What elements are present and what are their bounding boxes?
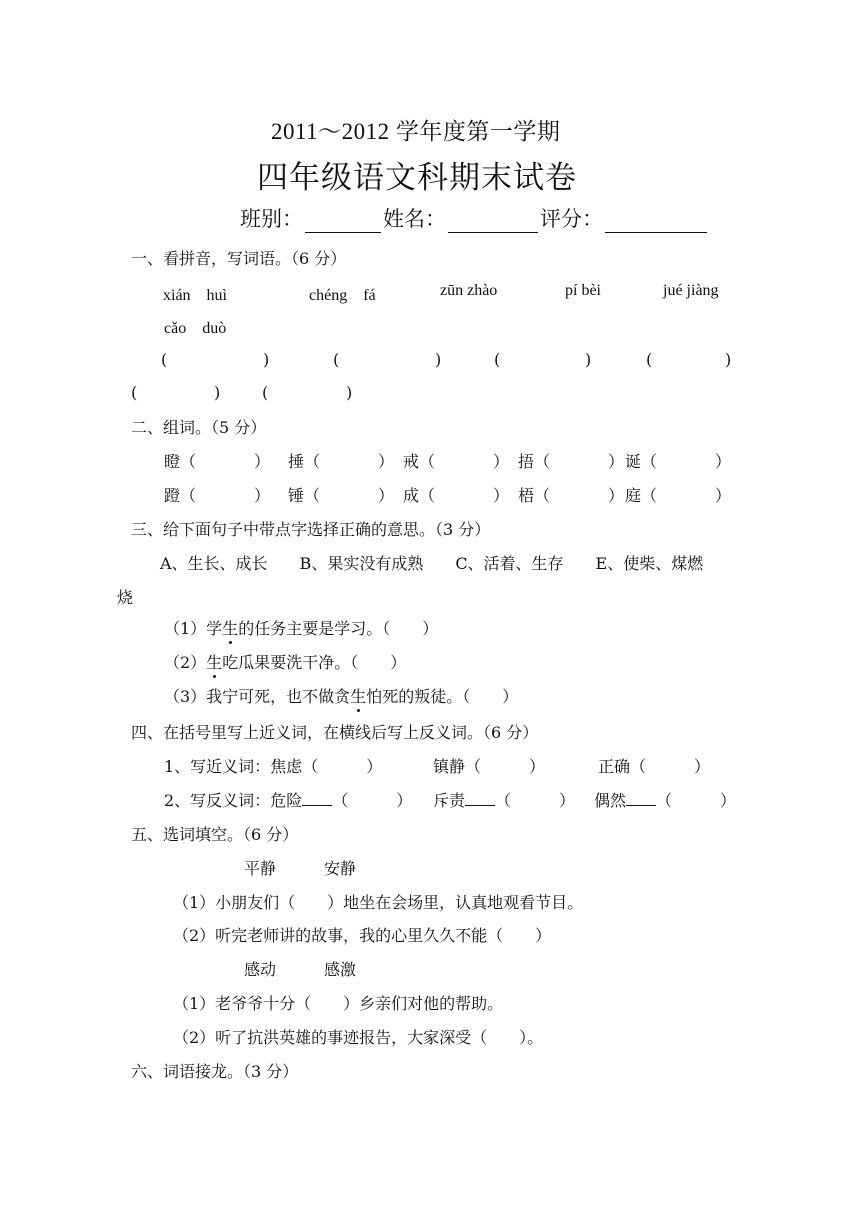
answer-paren-1-open: (: [161, 350, 168, 369]
class-label: 班别：: [240, 207, 303, 231]
section-1-heading: 一、看拼音，写词语。（6 分）: [131, 249, 347, 268]
s5-question-1: （1）小朋友们（ ）地坐在会场里，认真地观看节目。: [173, 893, 584, 912]
s5-question-2: （2）听完老师讲的故事，我的心里久久不能（ ）: [173, 926, 552, 945]
answer-paren-1-close: ): [263, 350, 270, 369]
pinyin-1: xián huì: [163, 287, 227, 304]
word-choices-2: 感动 感激: [244, 960, 357, 979]
answer-paren-5-open: (: [131, 383, 138, 402]
pinyin-2: chéng fá: [309, 287, 376, 304]
section-5-heading: 五、选词填空。（6 分）: [131, 825, 299, 844]
answer-paren-3-open: (: [494, 350, 501, 369]
antonym-3: 偶然 （ ）: [594, 791, 737, 810]
word-choices-1: 平静 安静: [244, 859, 357, 878]
pinyin-6: cǎo duò: [164, 320, 227, 337]
score-label: 评分：: [540, 207, 603, 231]
name-label: 姓名：: [383, 207, 446, 231]
word-row-2-4: 梧（: [518, 486, 551, 505]
word-row-1-5: 诞（: [625, 452, 658, 471]
synonym-row: 1、写近义词：焦虑（ ）: [164, 757, 383, 776]
word-row-2-1: 蹬（: [164, 486, 197, 505]
section-2-heading: 二、组词。（5 分）: [131, 418, 267, 437]
s3-question-2: （2）生吃瓜果要洗干净。（ ）: [164, 653, 407, 672]
pinyin-3: zūn zhào: [440, 282, 498, 299]
word-row-2-2: 锤（: [288, 486, 321, 505]
pinyin-5: jué jiàng: [663, 282, 719, 299]
answer-paren-4-close: ): [725, 350, 732, 369]
s3-question-3: （3）我宁可死，也不做贪生怕死的叛徒。（ ）: [164, 687, 519, 706]
name-blank[interactable]: [448, 212, 538, 233]
answer-paren-6-open: (: [262, 383, 269, 402]
pinyin-4: pí bèi: [565, 282, 601, 299]
answer-paren-3-close: ): [585, 350, 592, 369]
section-4-heading: 四、在括号里写上近义词，在横线后写上反义词。（6 分）: [131, 723, 539, 742]
answer-paren-4-open: (: [646, 350, 653, 369]
s5-question-3: （1）老爷爷十分（ ）乡亲们对他的帮助。: [173, 994, 504, 1013]
s3-question-1: （1）学生的任务主要是学习。（ ）: [164, 619, 439, 638]
word-row-1-3: 戒（: [403, 452, 436, 471]
section-6-heading: 六、词语接龙。（3 分）: [131, 1062, 299, 1081]
exam-title: 四年级语文科期末试卷: [257, 160, 577, 196]
antonym-row: 2、写反义词：危险 （ ）: [164, 791, 413, 810]
year-line: 2011～2012 学年度第一学期: [271, 119, 561, 144]
section-3-heading: 三、给下面句子中带点字选择正确的意思。（3 分）: [131, 520, 491, 539]
s5-question-4: （2）听了抗洪英雄的事迹报告，大家深受（ ）。: [173, 1028, 544, 1047]
synonym-2: 镇静（ ）: [433, 757, 546, 776]
score-blank[interactable]: [605, 212, 707, 233]
synonym-3: 正确（ ）: [598, 757, 711, 776]
options-wrap: 烧: [117, 588, 134, 607]
word-row-1-4: 捂（: [518, 452, 551, 471]
class-blank[interactable]: [305, 212, 381, 233]
answer-paren-2-open: (: [333, 350, 340, 369]
student-info-row: [240, 203, 709, 233]
word-row-2-3: 成（: [403, 486, 436, 505]
options-line: A、生长、成长 B、果实没有成熟 C、活着、生存 E、使柴、煤燃: [160, 554, 704, 573]
word-row-1-1: 瞪（: [164, 452, 197, 471]
answer-paren-2-close: ): [435, 350, 442, 369]
word-row-1-2: 捶（: [288, 452, 321, 471]
antonym-2: 斥责 （ ）: [433, 791, 576, 810]
answer-paren-5-close: ): [214, 383, 221, 402]
answer-paren-6-close: ): [346, 383, 353, 402]
word-row-2-5: 庭（: [625, 486, 658, 505]
